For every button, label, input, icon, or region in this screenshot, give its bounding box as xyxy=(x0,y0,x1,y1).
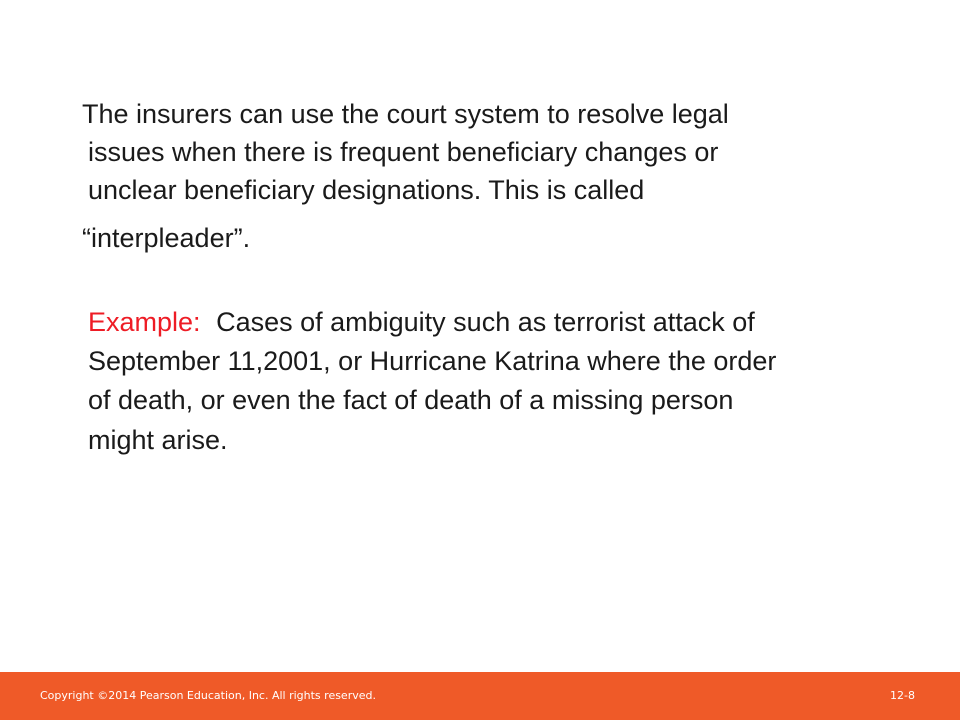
copyright-text: Copyright ©2014 Pearson Education, Inc. All rights reserved. xyxy=(40,689,376,702)
paragraph2-line-4: might arise. xyxy=(88,425,228,455)
paragraph1-line-3: unclear beneficiary designations. This is called xyxy=(88,175,645,205)
paragraph2-line-1-text: Cases of ambiguity such as terrorist attack of xyxy=(216,307,755,337)
paragraph1-line-2: issues when there is frequent beneficiary changes or xyxy=(88,137,719,167)
paragraph2-line-1 xyxy=(88,306,755,338)
example-label: Example: xyxy=(88,307,201,337)
paragraph1-line-1: The insurers can use the court system to resolve legal xyxy=(82,99,729,129)
paragraph1-line-4: “interpleader”. xyxy=(82,223,251,253)
paragraph2-line-3: of death, or even the fact of death of a missing person xyxy=(88,385,734,415)
page-number: 12-8 xyxy=(890,689,915,702)
paragraph2-line-2: September 11,2001, or Hurricane Katrina where the order xyxy=(88,346,777,376)
footer-bar xyxy=(0,672,960,720)
